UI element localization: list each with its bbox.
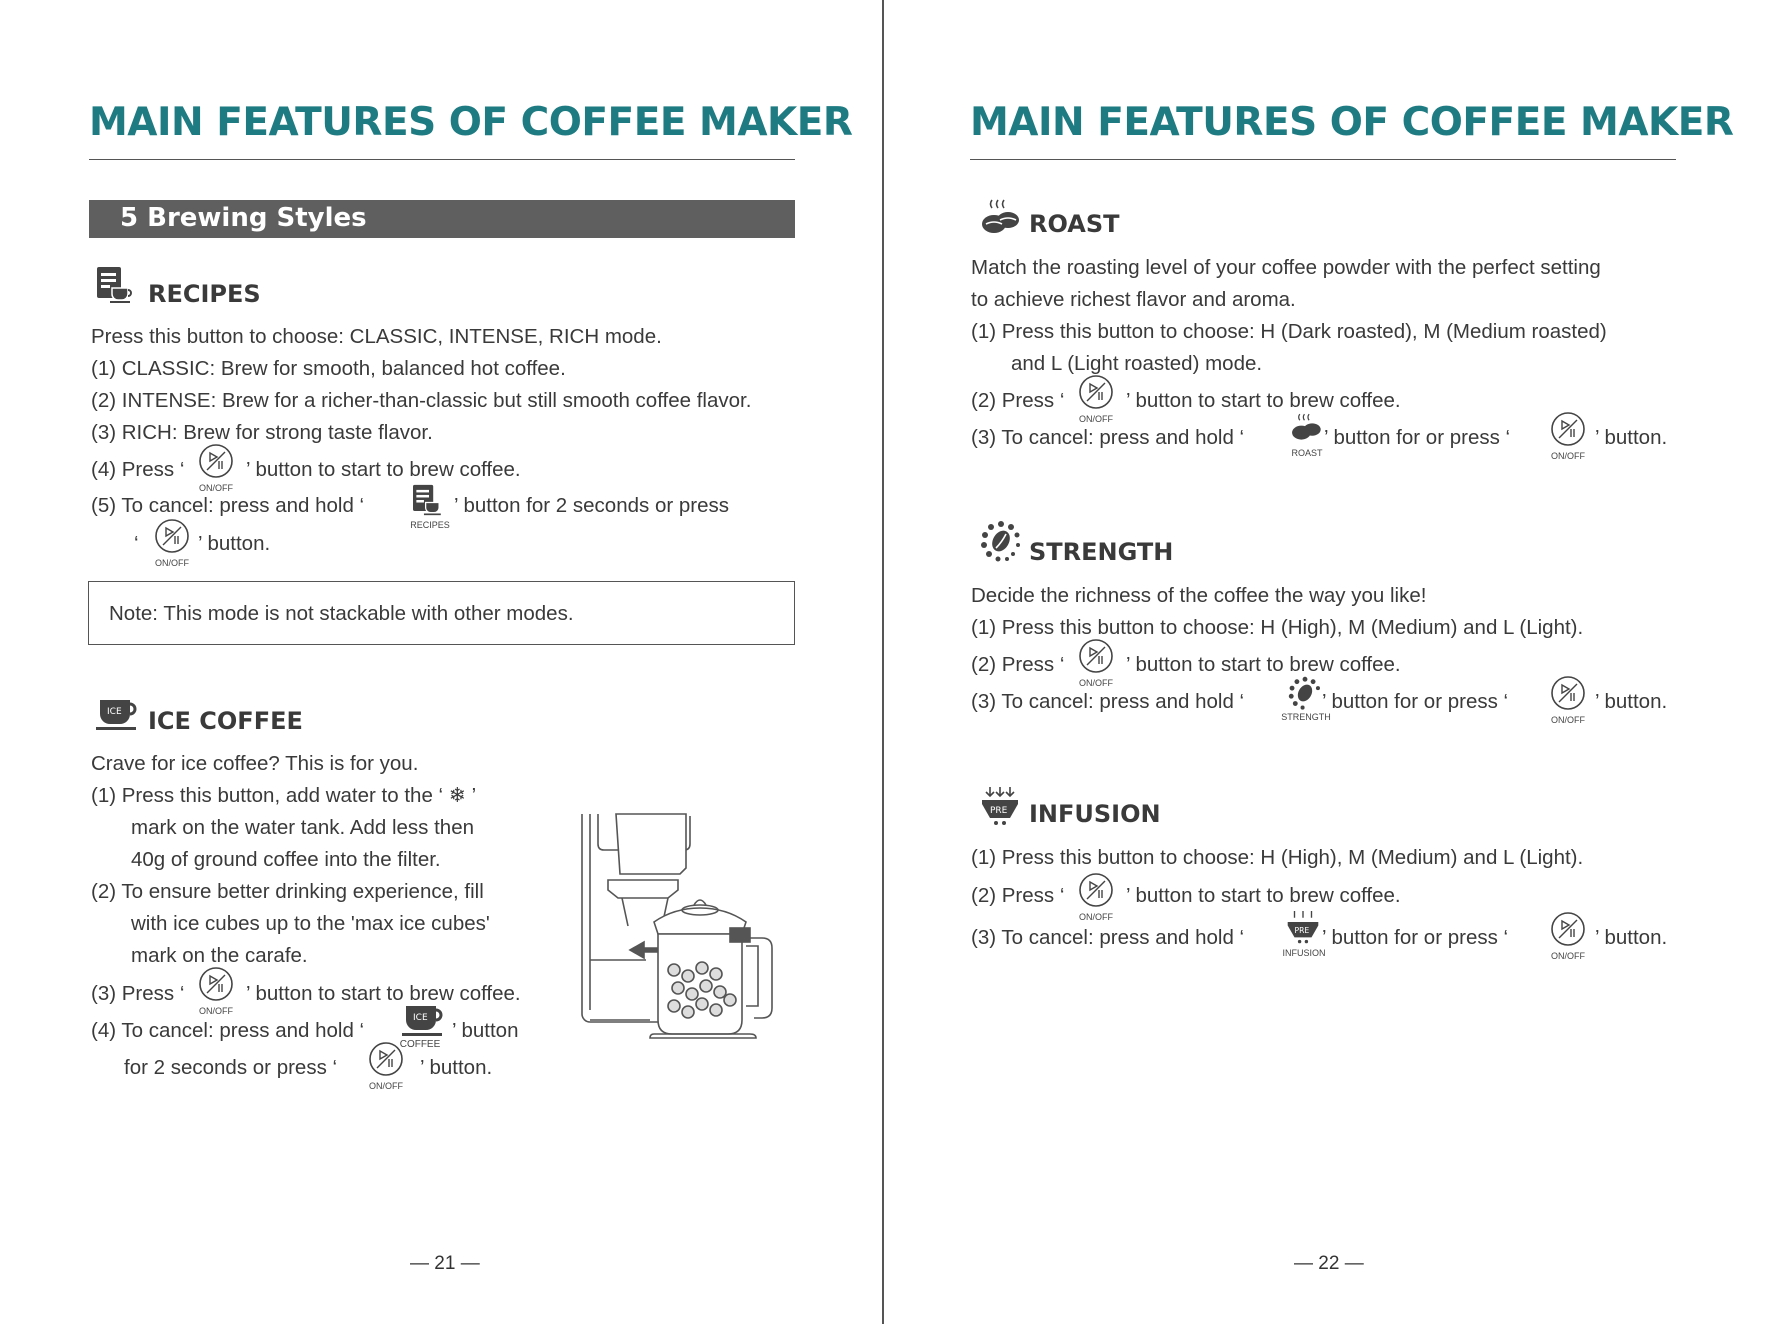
on-off-button-ref	[1548, 911, 1588, 961]
ice-step-1b: mark on the water tank. Add less then	[131, 816, 474, 839]
roast-step-1a: (1) Press this button to choose: H (Dark roasted), M (Medium roasted)	[971, 320, 1607, 343]
infusion-heading: INFUSION	[1029, 800, 1161, 828]
roast-step-2-start: (2) Press ‘	[971, 389, 1065, 412]
ice-step-4-cont: for 2 seconds or press ‘	[124, 1056, 338, 1079]
page-right	[884, 0, 1765, 1324]
on-off-icon	[1550, 675, 1586, 711]
strength-caption: STRENGTH	[1281, 712, 1331, 722]
roast-intro-2: to achieve richest flavor and aroma.	[971, 288, 1296, 311]
on-off-caption: ON/OFF	[1551, 951, 1585, 961]
ice-step-2c: mark on the carafe.	[131, 944, 308, 967]
recipes-step-2: (2) INTENSE: Brew for a richer-than-classic but still smooth coffee flavor.	[91, 389, 752, 412]
recipes-icon	[96, 266, 136, 309]
recipes-step-3: (3) RICH: Brew for strong taste flavor.	[91, 421, 433, 444]
recipes-step-1: (1) CLASSIC: Brew for smooth, balanced hot coffee.	[91, 357, 566, 380]
strength-step-3-mid: ’ button for or press ‘	[1322, 690, 1509, 713]
on-off-button-ref	[196, 443, 236, 493]
page-left	[0, 0, 882, 1324]
strength-heading: STRENGTH	[1029, 538, 1174, 566]
ice-step-4-mid: ’ button	[452, 1019, 519, 1042]
on-off-icon	[1078, 638, 1114, 674]
recipes-step-5-quote: ‘	[134, 532, 139, 555]
recipes-step-4-end: ’ button to start to brew coffee.	[246, 458, 521, 481]
on-off-caption: ON/OFF	[1551, 715, 1585, 725]
ice-step-3-start: (3) Press ‘	[91, 982, 185, 1005]
infusion-caption: INFUSION	[1282, 948, 1326, 958]
coffee-maker-illustration	[578, 810, 794, 1055]
pre-label: PRE	[1294, 926, 1310, 936]
on-off-icon	[368, 1041, 404, 1077]
strength-icon	[1288, 676, 1322, 710]
ice-coffee-icon	[402, 1004, 446, 1038]
roast-button-ref	[1287, 412, 1327, 462]
recipes-step-5-mid: ’ button for 2 seconds or press	[454, 494, 729, 517]
on-off-button-ref	[1076, 638, 1116, 688]
on-off-caption: ON/OFF	[1551, 451, 1585, 461]
page-title: MAIN FEATURES OF COFFEE MAKER	[970, 100, 1734, 145]
on-off-button-ref	[366, 1041, 406, 1091]
roast-step-1b: and L (Light roasted) mode.	[1011, 352, 1263, 375]
on-off-icon	[1550, 411, 1586, 447]
roast-icon	[978, 198, 1022, 243]
title-rule	[89, 159, 795, 160]
ice-step-4-start: (4) To cancel: press and hold ‘	[91, 1019, 365, 1042]
ice-label: ICE	[107, 707, 122, 717]
recipes-heading: RECIPES	[148, 280, 261, 308]
on-off-icon	[154, 518, 190, 554]
infusion-step-3-start: (3) To cancel: press and hold ‘	[971, 926, 1245, 949]
strength-step-2-start: (2) Press ‘	[971, 653, 1065, 676]
strength-intro: Decide the richness of the coffee the way you like!	[971, 584, 1427, 607]
ice-label: ICE	[413, 1013, 428, 1023]
ice-step-2a: (2) To ensure better drinking experience, fill	[91, 880, 484, 903]
roast-step-3-end: ’ button.	[1595, 426, 1668, 449]
ice-step-1a: (1) Press this button, add water to the ‘ ❄ ’	[91, 784, 477, 807]
page-title: MAIN FEATURES OF COFFEE MAKER	[89, 100, 853, 145]
page-number: — 22 —	[1294, 1253, 1364, 1274]
on-off-caption: ON/OFF	[155, 558, 189, 568]
strength-icon	[980, 520, 1022, 567]
infusion-step-3-end: ’ button.	[1595, 926, 1668, 949]
roast-step-3-start: (3) To cancel: press and hold ‘	[971, 426, 1245, 449]
strength-step-3-start: (3) To cancel: press and hold ‘	[971, 690, 1245, 713]
recipes-step-5-end: ’ button.	[198, 532, 271, 555]
note-text: Note: This mode is not stackable with other modes.	[109, 602, 574, 625]
ice-step-1c: 40g of ground coffee into the filter.	[131, 848, 441, 871]
on-off-caption: ON/OFF	[1079, 912, 1113, 922]
section-band-label: 5 Brewing Styles	[120, 203, 367, 233]
infusion-icon	[1286, 910, 1320, 946]
on-off-caption: ON/OFF	[1079, 414, 1113, 424]
ice-step-4-end: ’ button.	[420, 1056, 493, 1079]
on-off-button-ref	[1076, 872, 1116, 922]
roast-heading: ROAST	[1029, 210, 1120, 238]
roast-caption: ROAST	[1291, 448, 1323, 458]
section-band	[89, 200, 795, 238]
on-off-icon	[198, 966, 234, 1002]
on-off-button-ref	[1076, 374, 1116, 424]
ice-step-3-end: ’ button to start to brew coffee.	[246, 982, 521, 1005]
strength-step-1: (1) Press this button to choose: H (High), M (Medium) and L (Light).	[971, 616, 1584, 639]
on-off-button-ref	[1548, 675, 1588, 725]
title-rule	[970, 159, 1676, 160]
note-box	[88, 581, 795, 645]
on-off-icon	[198, 443, 234, 479]
on-off-icon	[1550, 911, 1586, 947]
roast-intro-1: Match the roasting level of your coffee powder with the perfect setting	[971, 256, 1601, 279]
on-off-caption: ON/OFF	[199, 483, 233, 493]
roast-step-2-end: ’ button to start to brew coffee.	[1126, 389, 1401, 412]
recipes-step-4-start: (4) Press ‘	[91, 458, 185, 481]
recipes-caption: RECIPES	[410, 520, 450, 530]
infusion-step-2-start: (2) Press ‘	[971, 884, 1065, 907]
on-off-button-ref	[152, 518, 192, 568]
infusion-step-1: (1) Press this button to choose: H (High), M (Medium) and L (Light).	[971, 846, 1584, 869]
strength-step-2-end: ’ button to start to brew coffee.	[1126, 653, 1401, 676]
strength-button-ref	[1281, 676, 1331, 726]
on-off-caption: ON/OFF	[369, 1081, 403, 1091]
infusion-button-ref	[1284, 910, 1324, 960]
on-off-icon	[1078, 872, 1114, 908]
roast-icon	[1289, 412, 1323, 444]
on-off-icon	[1078, 374, 1114, 410]
page-number: — 21 —	[410, 1253, 480, 1274]
roast-step-3-mid: ’ button for or press ‘	[1324, 426, 1511, 449]
on-off-caption: ON/OFF	[1079, 678, 1113, 688]
recipes-button-ref	[410, 484, 450, 534]
ice-step-2b: with ice cubes up to the 'max ice cubes'	[131, 912, 490, 935]
ice-intro: Crave for ice coffee? This is for you.	[91, 752, 419, 775]
ice-coffee-heading: ICE COFFEE	[148, 707, 303, 735]
recipes-step-5-start: (5) To cancel: press and hold ‘	[91, 494, 365, 517]
strength-step-3-end: ’ button.	[1595, 690, 1668, 713]
pre-label: PRE	[990, 806, 1008, 816]
infusion-step-2-end: ’ button to start to brew coffee.	[1126, 884, 1401, 907]
on-off-button-ref	[1548, 411, 1588, 461]
ice-coffee-icon	[96, 698, 140, 737]
recipes-icon	[412, 484, 446, 516]
infusion-icon	[980, 786, 1020, 833]
coffee-caption: COFFEE	[399, 1039, 441, 1050]
on-off-button-ref	[196, 966, 236, 1016]
recipes-intro: Press this button to choose: CLASSIC, INTENSE, RICH mode.	[91, 325, 662, 348]
ice-coffee-button-ref	[400, 1004, 440, 1054]
on-off-caption: ON/OFF	[199, 1006, 233, 1016]
infusion-step-3-mid: ’ button for or press ‘	[1322, 926, 1509, 949]
